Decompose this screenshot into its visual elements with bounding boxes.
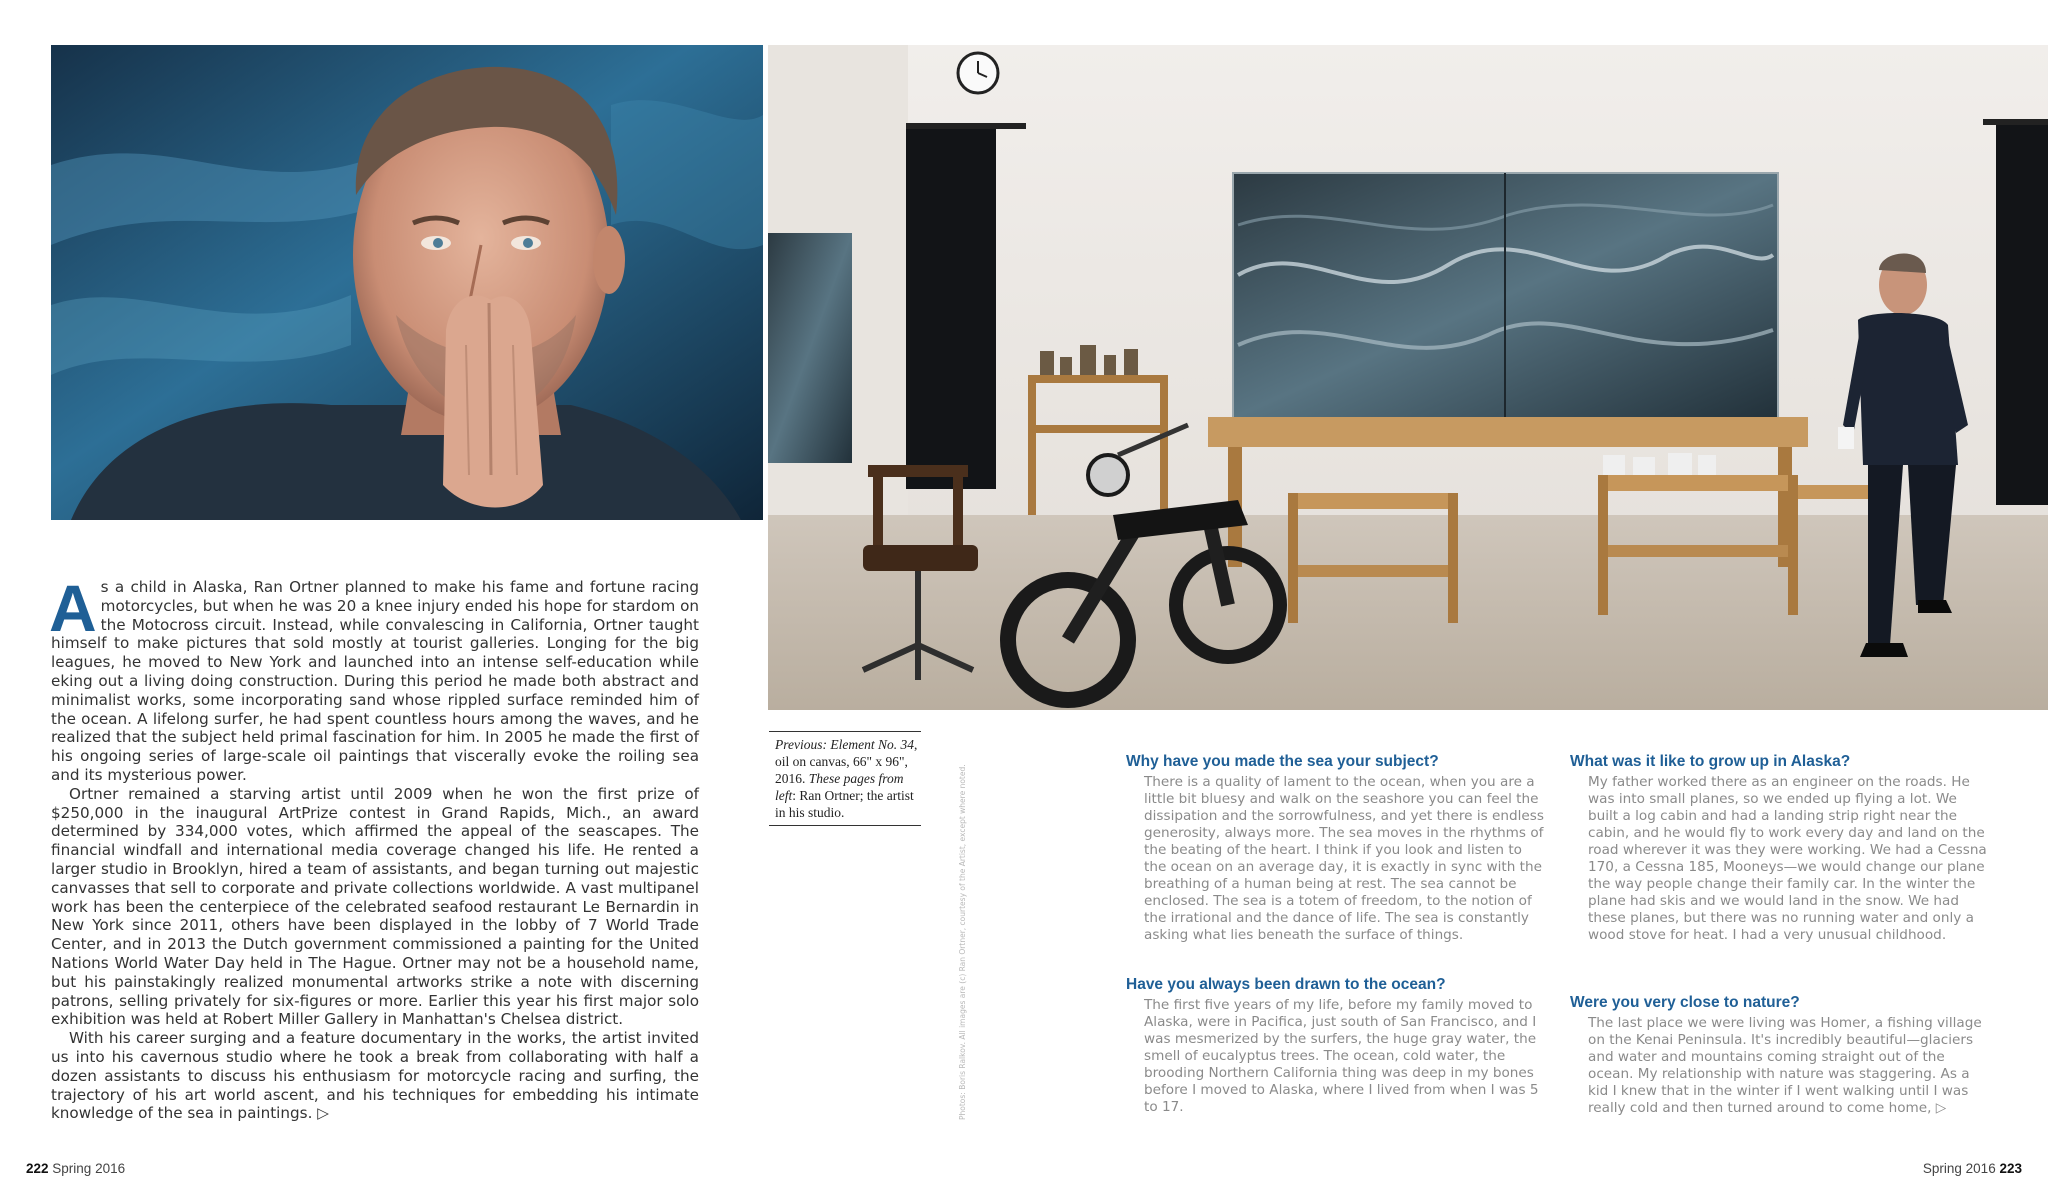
caption-pages: These pages from left: [775, 771, 904, 803]
issue-label-right: Spring 2016: [1922, 1161, 1996, 1176]
issue-label-left: Spring 2016: [52, 1161, 126, 1176]
portrait-photo: [51, 45, 763, 520]
photo-caption: [769, 731, 921, 826]
article-paragraph-3: With his career surging and a feature documentary in the works, the artist invited us into his cavernous studio where he took a break from collaborating with half a dozen assistants to discuss his enthusiasm for motorcycle racing and surfing, the trajectory of his art world ascent, and his techniques for embedding his intimate knowledge of the sea in paintings. ▷: [51, 1029, 699, 1123]
qa-question: Were you very close to nature?: [1570, 994, 1800, 1011]
qa-drawn-to-ocean: [1126, 975, 1546, 1116]
caption-title: Previous: Element No. 34: [775, 737, 914, 752]
qa-answer: There is a quality of lament to the ocean, when you are a little bit bluesy and walk on the seashore you can feel the dissipation and the sorrowfulness, and yet there is endless generosity, always more. The sea moves in the rhythms of the beating of the heart. I think if you look and listen to the ocean on an average day, it is exactly in sync with the breathing of a human being at rest. The sea cannot be enclosed. The sea is a totem of freedom, to the notion of the irrational and the dance of life. The sea is constantly asking what lies beneath the surface of things.: [1144, 774, 1544, 943]
page-number-right: 223: [1999, 1161, 2022, 1176]
article-paragraph-1-text: s a child in Alaska, Ran Ortner planned to make his fame and fortune racing motorcycles, but when he was 20 a knee injury ended his hope for stardom on the Motocross circuit. Instead, while convalescing in California, Ortner taught himself to make pictures that sold mostly at tourist galleries. Longing for the big leagues, he moved to New York and launched into an intense self-education while eking out a living doing construction. During this period he made both abstract and minimalist works, some incorporating sand whose rippled surface reminded him of the ocean. A lifelong surfer, he had spent countless hours among the waves, and he realized that the subject held primal fascination for him. In 2005 he made the first of his ongoing series of large-scale oil paintings that viscerally evoke the roiling sea and its mysterious power.: [51, 578, 699, 784]
studio-illustration: [768, 45, 2048, 710]
page-number-left: 222: [26, 1161, 49, 1176]
article-paragraph-1: [49, 571, 699, 785]
photo-credit: Photos: Boris Ralkov. All images are (c) Ran Ortner, courtesy of the Artist, except where noted.: [958, 764, 967, 1120]
qa-grow-up-alaska: [1570, 752, 1990, 944]
drop-cap: A: [49, 571, 97, 645]
qa-answer: The last place we were living was Homer, a fishing village on the Kenai Peninsula. It's incredibly beautiful—glaciers and water and mountains coming straight out of the ocean. My relationship with nature was staggering. As a kid I knew that in the winter if I went walking until I was really cold and then turned around to come home, ▷: [1588, 1015, 1982, 1116]
folio-right: [1923, 1161, 2022, 1176]
caption-names: : Ran Ortner; the artist in his studio.: [775, 788, 914, 820]
article-paragraph-2: Ortner remained a starving artist until 2009 when he won the first prize of $250,000 in the inaugural ArtPrize contest in Grand Rapids, Mich., an award determined by 334,000 votes, which affirmed the appeal of the seascapes. The financial windfall and international media coverage changed his life. He rented a larger studio in Brooklyn, hired a team of assistants, and began turning out majestic canvasses that sell to corporate and private collections worldwide. A vast multipanel work has been the centerpiece of the celebrated seafood restaurant Le Bernardin in New York since 2011, others have been displayed in the lobby of 7 World Trade Center, and in 2013 the Dutch government commissioned a painting for the United Nations World Water Day held in The Hague. Ortner may not be a household name, but his painstakingly realized monumental artworks strike a note with discerning patrons, selling privately for six-figures or more. Earlier this year his first major solo exhibition was held at Robert Miller Gallery in Manhattan's Chelsea district.: [51, 784, 699, 1029]
qa-question: Why have you made the sea your subject?: [1126, 753, 1439, 770]
qa-close-to-nature: [1570, 993, 1990, 1117]
qa-question: What was it like to grow up in Alaska?: [1570, 753, 1851, 770]
portrait-illustration: [51, 45, 763, 520]
qa-answer: The first five years of my life, before my family moved to Alaska, were in Pacifica, just south of San Francisco, and I was mesmerized by the surfers, the huge gray water, the smell of eucalyptus trees. The ocean, cold water, the brooding Northern California thing was deep in my bones before I moved to Alaska, where I lived from when I was 5 to 17.: [1144, 997, 1539, 1115]
caption-details: , oil on canvas, 66" x 96", 2016.: [775, 737, 918, 786]
article-body: [49, 571, 699, 1123]
qa-sea-subject: [1126, 752, 1546, 944]
qa-answer: My father worked there as an engineer on the roads. He was into small planes, so we ended up flying a lot. We built a log cabin and had a landing strip right near the cabin, and he would fly to work every day and land on the road wherever it was they were working. We had a Cessna 170, a Cessna 185, Mooneys—we would change our plane the way people change their family car. In the winter the plane had skis and we would land in the snow. We had these planes, but there was no running water and only a wood stove for heat. I had a very unusual childhood.: [1588, 774, 1987, 943]
folio-left: [26, 1161, 125, 1176]
studio-photo: [768, 45, 2048, 710]
qa-question: Have you always been drawn to the ocean?: [1126, 976, 1446, 993]
